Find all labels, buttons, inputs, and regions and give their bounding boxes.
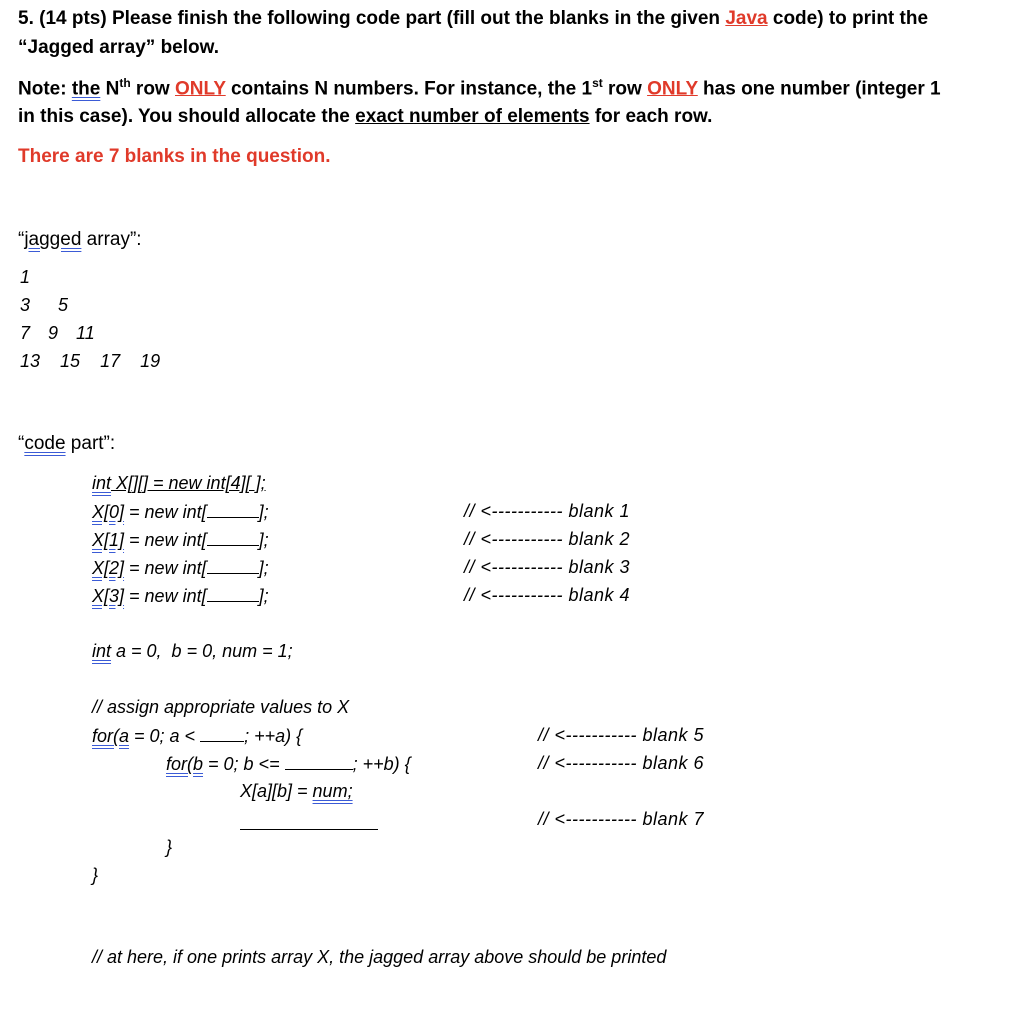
only-emphasis-2: ONLY [647, 78, 698, 100]
note-line2 [18, 106, 712, 128]
jagged-label-word: jagged [24, 229, 82, 250]
jagged-value: 19 [140, 351, 161, 371]
jagged-value: 9 [48, 323, 59, 343]
note-tail: has one number (integer 1 [697, 78, 941, 100]
jagged-value: 7 [20, 323, 31, 343]
java-link[interactable]: Java [725, 8, 768, 29]
code-row2-post: = new int[ [124, 558, 207, 578]
blank-5-comment: // <----------- blank 5 [538, 725, 704, 745]
for-outer-end: ; ++a) { [244, 726, 303, 746]
header-text: 5. (14 pts) Please finish the following code part (fill out the blanks in the given [18, 8, 726, 29]
jagged-value: 15 [60, 351, 81, 371]
blank-2-field[interactable] [207, 529, 259, 546]
blank-7-field[interactable] [240, 829, 378, 830]
code-row2-pre: X[2] [92, 558, 125, 578]
code-label-word: code [24, 433, 66, 454]
jagged-value: 11 [76, 323, 95, 343]
code-close: ]; [258, 502, 269, 522]
note-row2: row [602, 78, 648, 100]
code-row1 [92, 529, 269, 551]
blank-7-comment: // <----------- blank 7 [538, 809, 704, 829]
jagged-value: 1 [20, 267, 31, 287]
jagged-row-3 [20, 323, 95, 344]
jagged-row-4 [20, 351, 160, 372]
jagged-label [18, 229, 142, 251]
jagged-row-1 [20, 267, 30, 288]
jagged-label-open: “ [18, 229, 25, 250]
code-row2 [92, 557, 269, 579]
code-row0 [92, 501, 269, 523]
blank-5-field[interactable] [200, 725, 244, 742]
code-vars-int: int [92, 641, 112, 661]
for-inner-kw: for(b [166, 754, 204, 774]
blank-4-comment: // <----------- blank 4 [464, 585, 630, 605]
blanks-notice: There are 7 blanks in the question. [18, 146, 331, 167]
assign-statement [240, 781, 353, 802]
for-inner [166, 753, 411, 775]
code-vars [92, 641, 293, 662]
note-line1 [18, 76, 941, 100]
outer-close-brace: } [92, 865, 99, 885]
code-row3-post: = new int[ [124, 586, 207, 606]
note-prefix: Note: [18, 78, 72, 100]
note-st: st [592, 76, 603, 90]
final-comment: // at here, if one prints array X, the jagged array above should be printed [92, 947, 667, 967]
code-decl-rest: X[][] = new int[4][ ]; [111, 473, 266, 493]
note-line2-b: for each row. [589, 106, 713, 127]
code-close: ]; [258, 586, 269, 606]
blank-3-field[interactable] [207, 557, 259, 574]
code-label-open: “ [18, 433, 25, 454]
code-row1-pre: X[1] [92, 530, 125, 550]
code-decl [92, 473, 266, 494]
note-n: N [100, 78, 120, 100]
note-the: the [71, 78, 101, 100]
for-outer [92, 725, 302, 747]
blank-6-comment: // <----------- blank 6 [538, 753, 704, 773]
blank-6-field[interactable] [285, 753, 353, 770]
only-emphasis-1: ONLY [175, 78, 226, 100]
jagged-value: 17 [100, 351, 121, 371]
code-row3-pre: X[3] [92, 586, 125, 606]
jagged-value: 5 [58, 295, 69, 315]
header-line2: “Jagged array” below. [18, 37, 219, 58]
code-vars-rest: a = 0, b = 0, num = 1; [111, 641, 293, 661]
code-row0-post: = new int[ [124, 502, 207, 522]
code-close: ]; [258, 530, 269, 550]
code-close: ]; [258, 558, 269, 578]
blank-4-field[interactable] [207, 585, 259, 602]
code-label [18, 433, 115, 455]
blank-1-comment: // <----------- blank 1 [464, 501, 630, 521]
note-line2-a: in this case). You should allocate the [18, 106, 356, 127]
code-decl-int: int [92, 473, 112, 493]
blank-1-field[interactable] [207, 501, 259, 518]
note-th: th [119, 76, 131, 90]
jagged-value: 13 [20, 351, 41, 371]
note-mid: contains N numbers. For instance, the 1 [225, 78, 593, 100]
code-row0-pre: X[0] [92, 502, 125, 522]
inner-close-brace: } [166, 837, 173, 857]
for-outer-mid: = 0; a < [129, 726, 201, 746]
assign-num: num; [312, 781, 353, 801]
assign-pre: X[a][b] = [240, 781, 313, 801]
for-outer-kw: for(a [92, 726, 130, 746]
blank-2-comment: // <----------- blank 2 [464, 529, 630, 549]
jagged-row-2 [20, 295, 68, 316]
for-inner-mid: = 0; b <= [203, 754, 285, 774]
jagged-label-rest: array”: [81, 229, 142, 250]
question-header [18, 8, 928, 30]
code-row1-post: = new int[ [124, 530, 207, 550]
code-row3 [92, 585, 269, 607]
blank-3-comment: // <----------- blank 3 [464, 557, 630, 577]
header-tail: code) to print the [767, 8, 929, 29]
note-row: row [130, 78, 175, 100]
assign-comment: // assign appropriate values to X [92, 697, 350, 717]
note-line2-underlined: exact number of elements [355, 106, 590, 127]
for-inner-end: ; ++b) { [352, 754, 411, 774]
code-label-rest: part”: [65, 433, 116, 454]
jagged-value: 3 [20, 295, 31, 315]
